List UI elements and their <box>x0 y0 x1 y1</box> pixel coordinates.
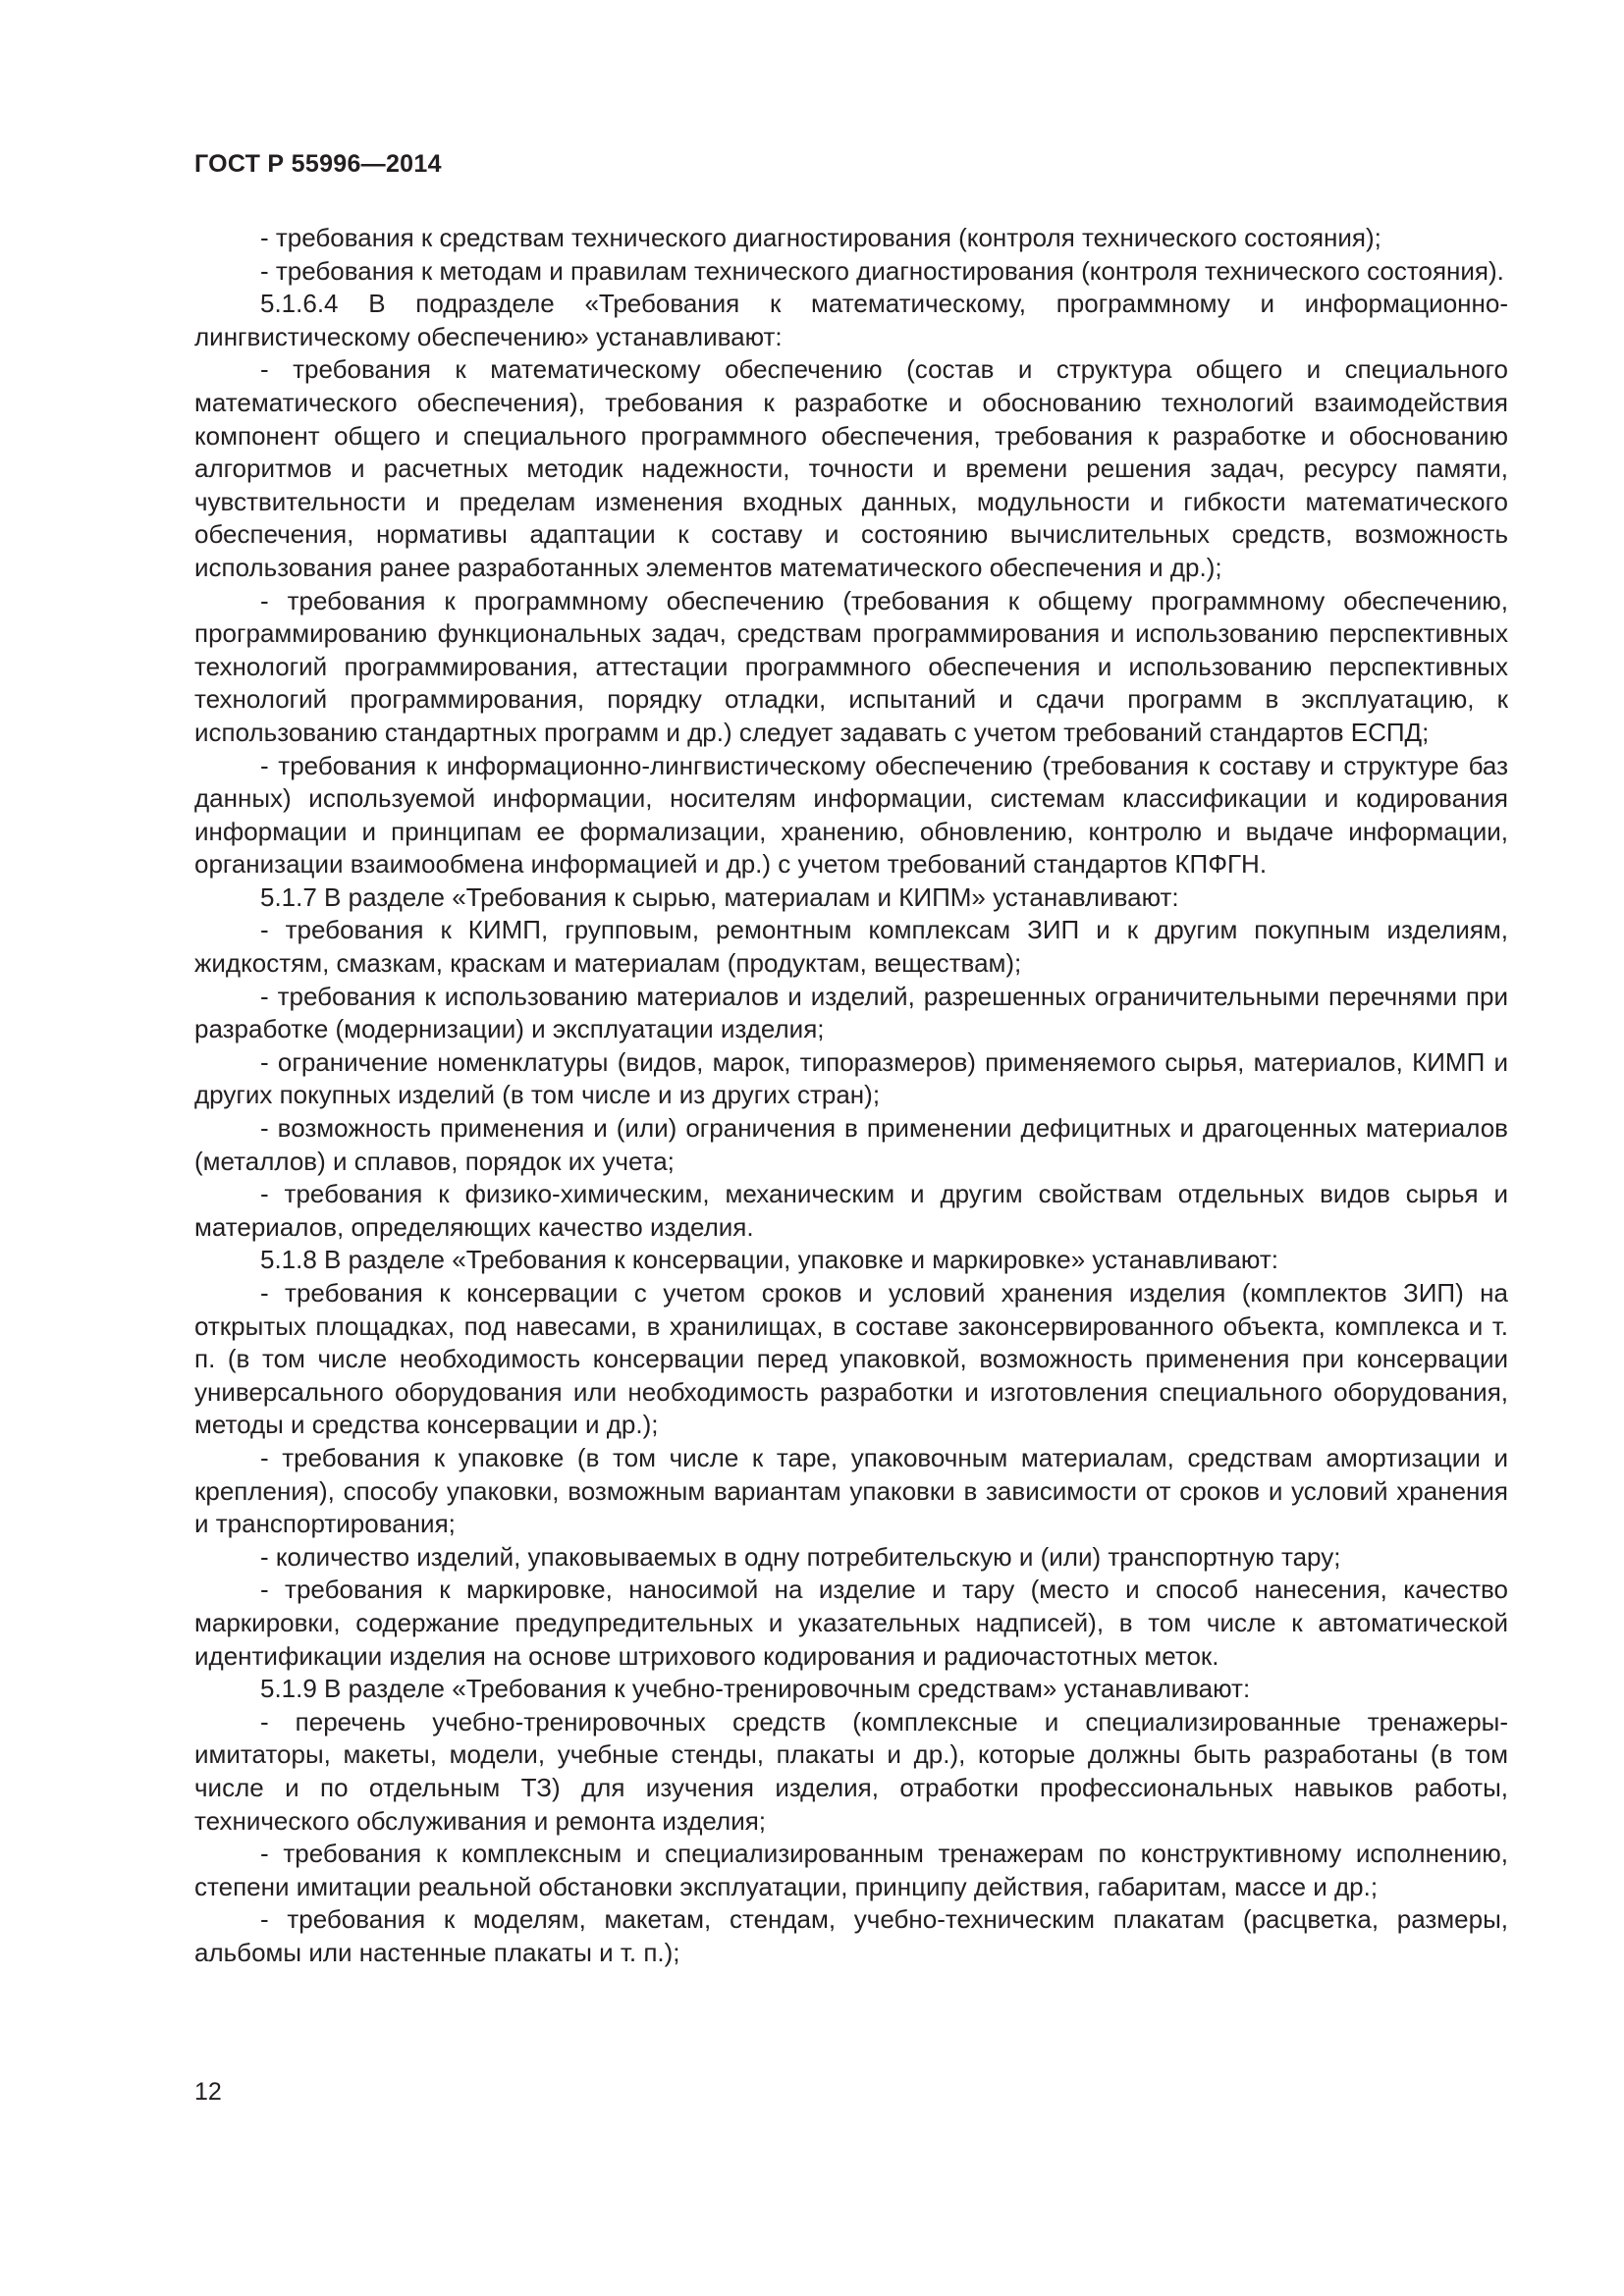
paragraph: - требования к программному обеспечению (требования к общему программному обеспечению, программированию функциональных задач, средствам программирования и использованию перспективных технологий программирования, аттестации программного обеспечения и использованию перспективных технологий программирования, порядку отладки, испытаний и сдачи программ в эксплуатацию, к использованию стандартных программ и др.) следует задавать с учетом требований стандартов ЕСПД; <box>194 585 1508 747</box>
document-header: ГОСТ Р 55996—2014 <box>194 150 442 178</box>
paragraph: - требования к упаковке (в том числе к таре, упаковочным материалам, средствам амортизации и крепления), способу упаковки, возможным вариантам упаковки в зависимости от сроков и условий хранения и транспортирования; <box>194 1442 1508 1539</box>
paragraph: - требования к методам и правилам технического диагностирования (контроля технического состояния). <box>260 255 1504 286</box>
paragraph: - ограничение номенклатуры (видов, марок, типоразмеров) применяемого сырья, материалов, КИМП и других покупных изделий (в том числе и из других стран); <box>194 1046 1508 1110</box>
paragraph: - требования к моделям, макетам, стендам, учебно-техническим плакатам (расцветка, размеры, альбомы или настенные плакаты и т. п.); <box>194 1904 1508 1967</box>
paragraph: - требования к физико-химическим, механическим и другим свойствам отдельных видов сырья и материалов, определяющих качество изделия. <box>194 1179 1508 1242</box>
paragraph: - требования к математическому обеспечению (состав и структура общего и специального математического обеспечения), требования к разработке и обоснованию технологий взаимодействия компонент общего и специального программного обеспечения, требования к разработке и обоснованию алгоритмов и расчетных методик надежности, точности и времени решения задач, ресурсу памяти, чувствительности и пределам изменения входных данных, модульности и гибкости математического обеспечения, нормативы адаптации к составу и состоянию вычислительных средств, возможность использования ранее разработанных элементов математического обеспечения и др.); <box>194 354 1508 582</box>
paragraph: - требования к КИМП, групповым, ремонтным комплексам ЗИП и к другим покупным изделиям, жидкостям, смазкам, краскам и материалам (продуктам, веществам); <box>194 915 1508 979</box>
paragraph: - количество изделий, упаковываемых в одну потребительскую и (или) транспортную тару; <box>260 1541 1341 1572</box>
paragraph: - требования к средствам технического диагностирования (контроля технического состояния); <box>260 223 1381 252</box>
paragraph: - требования к использованию материалов и изделий, разрешенных ограничительными перечнями при разработке (модернизации) и эксплуатации изделия; <box>194 981 1508 1044</box>
document-body <box>194 222 1508 1969</box>
section-heading-5-1-6-4: 5.1.6.4 В подразделе «Требования к математическому, программному и информационно-лингвистическому обеспечению» устанавливают: <box>194 289 1508 351</box>
paragraph: - требования к маркировке, наносимой на изделие и тару (место и способ нанесения, качество маркировки, содержание предупредительных и указательных надписей), в том числе к автоматической идентификации изделия на основе штрихового кодирования и радиочастотных меток. <box>194 1575 1508 1671</box>
section-heading-5-1-8: 5.1.8 В разделе «Требования к консервации, упаковке и маркировке» устанавливают: <box>260 1245 1278 1275</box>
paragraph: - требования к комплексным и специализированным тренажерам по конструктивному исполнению, степени имитации реальной обстановки эксплуатации, принципу действия, габаритам, массе и др.; <box>194 1839 1508 1901</box>
paragraph: - требования к информационно-лингвистическому обеспечению (требования к составу и структуре баз данных) используемой информации, носителям информации, системам классификации и кодирования информации и принципам ее формализации, хранению, обновлению, контролю и выдаче информации, организации взаимообмена информацией и др.) с учетом требований стандартов КПФГН. <box>194 750 1508 880</box>
paragraph: - возможность применения и (или) ограничения в применении дефицитных и драгоценных материалов (металлов) и сплавов, порядок их учета; <box>194 1113 1508 1176</box>
paragraph: - перечень учебно-тренировочных средств (комплексные и специализированные тренажеры-имитаторы, макеты, модели, учебные стенды, плакаты и др.), которые должны быть разработаны (в том числе и по отдельным ТЗ) для изучения изделия, отработки профессиональных навыков работы, технического обслуживания и ремонта изделия; <box>194 1706 1508 1836</box>
page-number: 12 <box>194 2078 222 2106</box>
section-heading-5-1-7: 5.1.7 В разделе «Требования к сырью, материалам и КИПМ» устанавливают: <box>260 881 1179 912</box>
section-heading-5-1-9: 5.1.9 В разделе «Требования к учебно-тренировочным средствам» устанавливают: <box>260 1674 1251 1704</box>
paragraph: - требования к консервации с учетом сроков и условий хранения изделия (комплектов ЗИП) на открытых площадках, под навесами, в хранилищах, в составе законсервированного объекта, комплекса и т. п. (в том числе необходимость консервации перед упаковкой, возможность применения при консервации универсального оборудования или необходимость разработки и изготовления специального оборудования, методы и средства консервации и др.); <box>194 1278 1508 1440</box>
